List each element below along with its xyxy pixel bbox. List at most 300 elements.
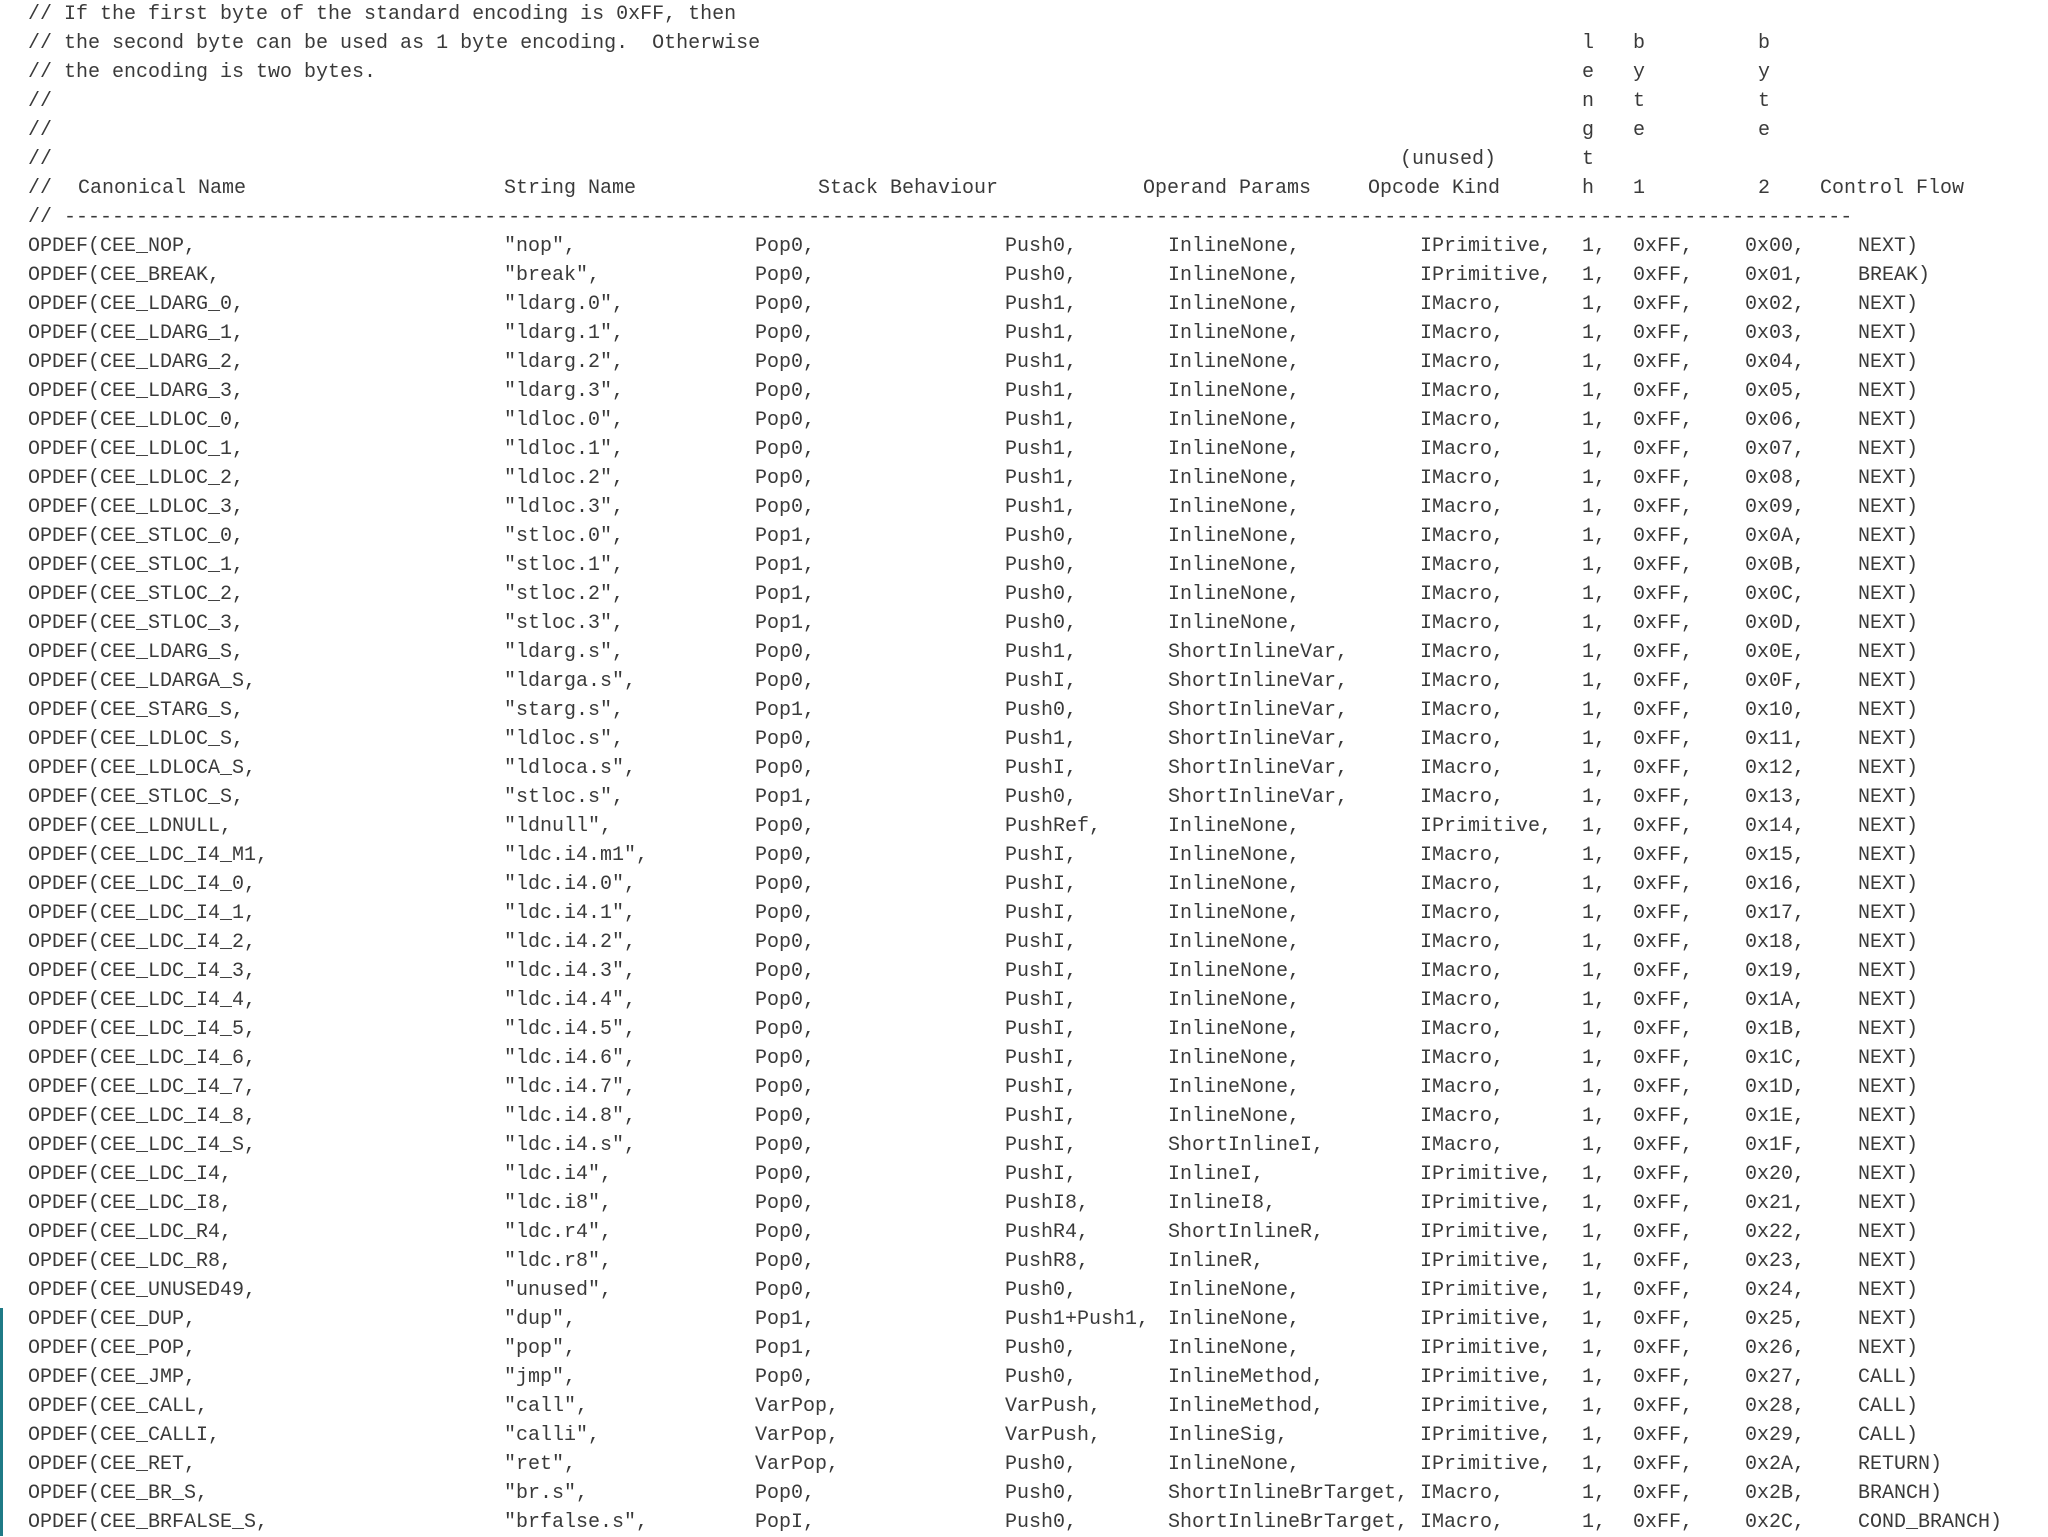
byte1-cell: 0xFF, <box>1633 1076 1694 1099</box>
vertical-gap <box>1758 145 1770 174</box>
byte1-cell: 0xFF, <box>1633 1018 1694 1041</box>
string-name-cell: "ldloc.3", <box>504 496 625 519</box>
opcode-kind-cell: IPrimitive, <box>1420 1250 1553 1273</box>
string-name-cell: "stloc.3", <box>504 612 625 635</box>
opcode-row <box>0 406 2048 435</box>
byte1-cell: 0xFF, <box>1633 467 1694 490</box>
byte2-cell: 0x27, <box>1745 1366 1806 1389</box>
byte1-cell: 0xFF, <box>1633 989 1694 1012</box>
stack-push-cell: PushI, <box>1005 960 1078 983</box>
length-cell: 1, <box>1582 786 1607 809</box>
canonical-name-cell: OPDEF(CEE_LDC_I4_8, <box>28 1105 257 1128</box>
byte1-cell: 0xFF, <box>1633 1337 1694 1360</box>
opcode-kind-cell: IMacro, <box>1420 612 1505 635</box>
opcode-row <box>0 232 2048 261</box>
vertical-char: y <box>1758 61 1771 84</box>
stack-push-cell: Push0, <box>1005 612 1078 635</box>
operand-params-cell: InlineMethod, <box>1168 1366 1325 1389</box>
byte1-cell: 0xFF, <box>1633 1424 1694 1447</box>
stack-push-cell: Push0, <box>1005 235 1078 258</box>
stack-pop-cell: Pop1, <box>755 612 816 635</box>
string-name-cell: "stloc.2", <box>504 583 625 606</box>
byte1-cell: 0xFF, <box>1633 1047 1694 1070</box>
byte1-cell: 0xFF, <box>1633 351 1694 374</box>
stack-push-cell: Push1+Push1, <box>1005 1308 1150 1331</box>
opcode-row <box>0 1392 2048 1421</box>
operand-params-cell: InlineNone, <box>1168 554 1301 577</box>
stack-push-cell: Push0, <box>1005 1482 1078 1505</box>
stack-pop-cell: Pop0, <box>755 1221 816 1244</box>
canonical-name-cell: OPDEF(CEE_STLOC_1, <box>28 554 245 577</box>
stack-push-cell: PushI, <box>1005 757 1078 780</box>
stack-push-cell: PushI, <box>1005 1134 1078 1157</box>
opcode-row <box>0 928 2048 957</box>
byte2-cell: 0x1E, <box>1745 1105 1806 1128</box>
control-flow-cell: NEXT) <box>1858 235 1919 258</box>
comment-text: // If the first byte of the standard encoding is 0xFF, then <box>28 3 737 26</box>
operand-params-cell: InlineNone, <box>1168 293 1301 316</box>
string-name-cell: "ret", <box>504 1453 577 1476</box>
length-cell: 1, <box>1582 1076 1607 1099</box>
opcode-row <box>0 261 2048 290</box>
opcode-kind-cell: IMacro, <box>1420 409 1505 432</box>
stack-pop-cell: VarPop, <box>755 1424 840 1447</box>
operand-params-cell: InlineNone, <box>1168 815 1301 838</box>
opcode-kind-cell: IMacro, <box>1420 844 1505 867</box>
string-name-cell: "brfalse.s", <box>504 1511 649 1534</box>
operand-params-cell: InlineMethod, <box>1168 1395 1325 1418</box>
canonical-name-cell: OPDEF(CEE_LDC_I4_7, <box>28 1076 257 1099</box>
opcode-kind-cell: IMacro, <box>1420 670 1505 693</box>
stack-push-cell: PushRef, <box>1005 815 1102 838</box>
opcode-kind-cell: IMacro, <box>1420 902 1505 925</box>
control-flow-cell: NEXT) <box>1858 1105 1919 1128</box>
length-cell: 1, <box>1582 1105 1607 1128</box>
opcode-kind-cell: IPrimitive, <box>1420 1337 1553 1360</box>
length-cell: 1, <box>1582 931 1607 954</box>
opcode-kind-cell: IPrimitive, <box>1420 1424 1553 1447</box>
vertical-char: t <box>1758 90 1771 113</box>
operand-params-cell: InlineNone, <box>1168 496 1301 519</box>
byte2-cell: 0x29, <box>1745 1424 1806 1447</box>
opcode-row <box>0 1247 2048 1276</box>
length-cell: 1, <box>1582 1221 1607 1244</box>
stack-push-cell: PushI, <box>1005 1163 1078 1186</box>
operand-params-cell: InlineNone, <box>1168 438 1301 461</box>
operand-params-cell: ShortInlineBrTarget, <box>1168 1482 1409 1505</box>
stack-pop-cell: Pop0, <box>755 1018 816 1041</box>
stack-push-cell: Push0, <box>1005 1366 1078 1389</box>
opcode-kind-cell: IMacro, <box>1420 757 1505 780</box>
vertical-char: t <box>1582 148 1595 171</box>
opcode-kind-cell: IMacro, <box>1420 380 1505 403</box>
string-name-cell: "ldc.i8", <box>504 1192 613 1215</box>
byte1-cell: 0xFF, <box>1633 1511 1694 1534</box>
opcode-kind-cell: IPrimitive, <box>1420 1279 1553 1302</box>
control-flow-cell: NEXT) <box>1858 1308 1919 1331</box>
opcode-row <box>0 1189 2048 1218</box>
byte1-cell: 0xFF, <box>1633 612 1694 635</box>
length-cell: 1, <box>1582 670 1607 693</box>
canonical-name-cell: OPDEF(CEE_LDARG_3, <box>28 380 245 403</box>
length-cell: 1, <box>1582 815 1607 838</box>
byte1-cell: 0xFF, <box>1633 525 1694 548</box>
opcode-kind-cell: IMacro, <box>1420 931 1505 954</box>
stack-pop-cell: Pop0, <box>755 844 816 867</box>
length-cell: 1, <box>1582 1308 1607 1331</box>
byte1-cell: 0xFF, <box>1633 1279 1694 1302</box>
canonical-name-cell: OPDEF(CEE_UNUSED49, <box>28 1279 257 1302</box>
stack-pop-cell: Pop1, <box>755 699 816 722</box>
stack-pop-cell: Pop0, <box>755 409 816 432</box>
control-flow-cell: RETURN) <box>1858 1453 1943 1476</box>
byte1-cell: 0xFF, <box>1633 1366 1694 1389</box>
operand-params-cell: ShortInlineVar, <box>1168 670 1349 693</box>
operand-params-cell: InlineNone, <box>1168 525 1301 548</box>
opcode-kind-cell: IPrimitive, <box>1420 1366 1553 1389</box>
operand-params-cell: InlineNone, <box>1168 989 1301 1012</box>
control-flow-cell: NEXT) <box>1858 728 1919 751</box>
opcode-kind-cell: IMacro, <box>1420 438 1505 461</box>
opcode-row <box>0 1131 2048 1160</box>
length-cell: 1, <box>1582 1337 1607 1360</box>
byte2-cell: 0x1C, <box>1745 1047 1806 1070</box>
length-cell: 1, <box>1582 1279 1607 1302</box>
stack-pop-cell: PopI, <box>755 1511 816 1534</box>
byte2-cell: 0x04, <box>1745 351 1806 374</box>
string-name-cell: "ldnull", <box>504 815 613 838</box>
opcode-row <box>0 493 2048 522</box>
control-flow-cell: NEXT) <box>1858 1076 1919 1099</box>
opcode-kind-cell: IPrimitive, <box>1420 1192 1553 1215</box>
length-cell: 1, <box>1582 612 1607 635</box>
opcode-kind-cell: IMacro, <box>1420 351 1505 374</box>
byte2-cell: 0x17, <box>1745 902 1806 925</box>
length-cell: 1, <box>1582 989 1607 1012</box>
opcode-row <box>0 1044 2048 1073</box>
vertical-char: y <box>1633 61 1646 84</box>
stack-pop-cell: Pop0, <box>755 322 816 345</box>
column-header-row <box>0 174 2048 203</box>
control-flow-cell: COND_BRANCH) <box>1858 1511 2003 1534</box>
string-name-cell: "ldc.i4.4", <box>504 989 637 1012</box>
left-accent-bar <box>0 1308 3 1536</box>
byte2-cell: 0x0F, <box>1745 670 1806 693</box>
byte1-cell: 0xFF, <box>1633 1453 1694 1476</box>
operand-params-cell: InlineNone, <box>1168 1105 1301 1128</box>
stack-push-cell: Push0, <box>1005 525 1078 548</box>
stack-pop-cell: Pop0, <box>755 815 816 838</box>
control-flow-cell: NEXT) <box>1858 322 1919 345</box>
stack-pop-cell: Pop0, <box>755 670 816 693</box>
byte2-cell: 0x25, <box>1745 1308 1806 1331</box>
control-flow-cell: NEXT) <box>1858 989 1919 1012</box>
control-flow-cell: NEXT) <box>1858 670 1919 693</box>
control-flow-cell: NEXT) <box>1858 873 1919 896</box>
control-flow-cell: NEXT) <box>1858 1018 1919 1041</box>
string-name-cell: "ldarg.1", <box>504 322 625 345</box>
canonical-name-cell: OPDEF(CEE_STLOC_2, <box>28 583 245 606</box>
byte2-cell: 0x1F, <box>1745 1134 1806 1157</box>
string-name-cell: "dup", <box>504 1308 577 1331</box>
comment-line <box>0 29 2048 58</box>
opcode-row <box>0 1334 2048 1363</box>
length-cell: 1, <box>1582 728 1607 751</box>
byte2-cell: 0x0A, <box>1745 525 1806 548</box>
opcode-row <box>0 435 2048 464</box>
canonical-name-cell: OPDEF(CEE_NOP, <box>28 235 197 258</box>
stack-push-cell: Push1, <box>1005 467 1078 490</box>
operand-params-cell: InlineNone, <box>1168 467 1301 490</box>
opcode-row <box>0 1102 2048 1131</box>
length-cell: 1, <box>1582 380 1607 403</box>
opcode-row <box>0 1479 2048 1508</box>
canonical-name-cell: OPDEF(CEE_LDC_R4, <box>28 1221 233 1244</box>
control-flow-cell: CALL) <box>1858 1395 1919 1418</box>
byte1-cell: 0xFF, <box>1633 873 1694 896</box>
stack-pop-cell: Pop0, <box>755 960 816 983</box>
byte1-cell: 0xFF, <box>1633 1482 1694 1505</box>
length-cell: 1, <box>1582 873 1607 896</box>
opcode-kind-cell: IMacro, <box>1420 293 1505 316</box>
operand-params-cell: ShortInlineVar, <box>1168 757 1349 780</box>
stack-pop-cell: Pop0, <box>755 728 816 751</box>
string-name-cell: "ldc.r8", <box>504 1250 613 1273</box>
byte1-cell: 0xFF, <box>1633 1192 1694 1215</box>
length-cell: 1, <box>1582 960 1607 983</box>
byte1-cell: 0xFF, <box>1633 380 1694 403</box>
byte2-cell: 0x03, <box>1745 322 1806 345</box>
stack-pop-cell: Pop0, <box>755 641 816 664</box>
opcode-row <box>0 812 2048 841</box>
operand-params-cell: InlineR, <box>1168 1250 1265 1273</box>
byte2-cell: 0x22, <box>1745 1221 1806 1244</box>
string-name-cell: "ldc.i4.7", <box>504 1076 637 1099</box>
stack-push-cell: Push1, <box>1005 293 1078 316</box>
vertical-char: h <box>1582 177 1595 200</box>
opcode-kind-cell: IPrimitive, <box>1420 1453 1553 1476</box>
operand-params-cell: InlineNone, <box>1168 612 1301 635</box>
opcode-kind-cell: IPrimitive, <box>1420 264 1553 287</box>
byte1-cell: 0xFF, <box>1633 322 1694 345</box>
opcode-kind-cell: IPrimitive, <box>1420 1221 1553 1244</box>
string-name-cell: "ldc.i4.6", <box>504 1047 637 1070</box>
stack-pop-cell: Pop0, <box>755 438 816 461</box>
opcode-row <box>0 667 2048 696</box>
col-header-stack-behaviour: Stack Behaviour <box>818 177 999 200</box>
control-flow-cell: NEXT) <box>1858 641 1919 664</box>
vertical-char: g <box>1582 119 1595 142</box>
length-cell: 1, <box>1582 1395 1607 1418</box>
byte2-cell: 0x11, <box>1745 728 1806 751</box>
operand-params-cell: InlineNone, <box>1168 409 1301 432</box>
byte2-cell: 0x13, <box>1745 786 1806 809</box>
vertical-char: e <box>1758 119 1771 142</box>
opcode-kind-cell: IMacro, <box>1420 496 1505 519</box>
control-flow-cell: NEXT) <box>1858 699 1919 722</box>
stack-pop-cell: Pop0, <box>755 1134 816 1157</box>
length-cell: 1, <box>1582 1047 1607 1070</box>
byte2-cell: 0x08, <box>1745 467 1806 490</box>
stack-pop-cell: VarPop, <box>755 1395 840 1418</box>
canonical-name-cell: OPDEF(CEE_LDC_I4_0, <box>28 873 257 896</box>
opcode-row <box>0 1218 2048 1247</box>
stack-pop-cell: Pop0, <box>755 1482 816 1505</box>
byte1-cell: 0xFF, <box>1633 554 1694 577</box>
control-flow-cell: NEXT) <box>1858 612 1919 635</box>
canonical-name-cell: OPDEF(CEE_DUP, <box>28 1308 197 1331</box>
control-flow-cell: NEXT) <box>1858 1192 1919 1215</box>
stack-push-cell: PushI, <box>1005 902 1078 925</box>
canonical-name-cell: OPDEF(CEE_BREAK, <box>28 264 221 287</box>
operand-params-cell: InlineNone, <box>1168 1047 1301 1070</box>
comment-line <box>0 116 2048 145</box>
stack-pop-cell: Pop0, <box>755 264 816 287</box>
length-cell: 1, <box>1582 409 1607 432</box>
canonical-name-cell: OPDEF(CEE_LDC_I4_1, <box>28 902 257 925</box>
length-cell: 1, <box>1582 351 1607 374</box>
string-name-cell: "break", <box>504 264 601 287</box>
stack-pop-cell: Pop1, <box>755 525 816 548</box>
canonical-name-cell: OPDEF(CEE_LDLOC_2, <box>28 467 245 490</box>
byte1-cell: 0xFF, <box>1633 844 1694 867</box>
control-flow-cell: NEXT) <box>1858 1163 1919 1186</box>
opcode-kind-cell: IPrimitive, <box>1420 1163 1553 1186</box>
canonical-name-cell: OPDEF(CEE_LDC_I8, <box>28 1192 233 1215</box>
length-cell: 1, <box>1582 641 1607 664</box>
string-name-cell: "ldc.i4.1", <box>504 902 637 925</box>
string-name-cell: "ldloca.s", <box>504 757 637 780</box>
byte1-cell: 0xFF, <box>1633 235 1694 258</box>
control-flow-cell: NEXT) <box>1858 554 1919 577</box>
byte2-cell: 0x07, <box>1745 438 1806 461</box>
byte2-cell: 0x00, <box>1745 235 1806 258</box>
opcode-row <box>0 348 2048 377</box>
comment-text: // <box>28 148 53 171</box>
vertical-char: 2 <box>1758 177 1771 200</box>
opcode-kind-cell: IMacro, <box>1420 873 1505 896</box>
opcode-row <box>0 783 2048 812</box>
operand-params-cell: InlineNone, <box>1168 873 1301 896</box>
opcode-row <box>0 1015 2048 1044</box>
control-flow-cell: NEXT) <box>1858 815 1919 838</box>
byte1-cell: 0xFF, <box>1633 1250 1694 1273</box>
col-header-operand-params: Operand Params <box>1143 177 1312 200</box>
stack-push-cell: PushI, <box>1005 931 1078 954</box>
operand-params-cell: ShortInlineBrTarget, <box>1168 1511 1409 1534</box>
byte2-cell: 0x1B, <box>1745 1018 1806 1041</box>
opcode-row <box>0 696 2048 725</box>
byte1-cell: 0xFF, <box>1633 264 1694 287</box>
stack-push-cell: Push0, <box>1005 554 1078 577</box>
comment-line <box>0 58 2048 87</box>
canonical-name-cell: OPDEF(CEE_LDARG_S, <box>28 641 245 664</box>
opcode-row <box>0 899 2048 928</box>
operand-params-cell: InlineNone, <box>1168 322 1301 345</box>
stack-push-cell: Push1, <box>1005 322 1078 345</box>
stack-pop-cell: Pop0, <box>755 1192 816 1215</box>
stack-push-cell: Push0, <box>1005 1453 1078 1476</box>
stack-push-cell: Push1, <box>1005 641 1078 664</box>
opcode-kind-cell: IMacro, <box>1420 583 1505 606</box>
length-cell: 1, <box>1582 844 1607 867</box>
length-cell: 1, <box>1582 438 1607 461</box>
byte2-cell: 0x0B, <box>1745 554 1806 577</box>
byte2-cell: 0x0E, <box>1745 641 1806 664</box>
vertical-gap <box>1633 145 1645 174</box>
string-name-cell: "ldc.r4", <box>504 1221 613 1244</box>
operand-params-cell: ShortInlineVar, <box>1168 786 1349 809</box>
byte2-cell: 0x10, <box>1745 699 1806 722</box>
canonical-name-cell: OPDEF(CEE_JMP, <box>28 1366 197 1389</box>
control-flow-cell: NEXT) <box>1858 757 1919 780</box>
canonical-name-cell: OPDEF(CEE_LDC_R8, <box>28 1250 233 1273</box>
operand-params-cell: InlineNone, <box>1168 351 1301 374</box>
operand-params-cell: ShortInlineR, <box>1168 1221 1325 1244</box>
operand-params-cell: InlineNone, <box>1168 1308 1301 1331</box>
length-cell: 1, <box>1582 525 1607 548</box>
opcode-kind-cell: IPrimitive, <box>1420 1395 1553 1418</box>
string-name-cell: "ldc.i4.8", <box>504 1105 637 1128</box>
control-flow-cell: NEXT) <box>1858 931 1919 954</box>
canonical-name-cell: OPDEF(CEE_LDNULL, <box>28 815 233 838</box>
stack-pop-cell: Pop0, <box>755 351 816 374</box>
byte1-cell: 0xFF, <box>1633 1163 1694 1186</box>
opcode-row <box>0 522 2048 551</box>
stack-pop-cell: Pop0, <box>755 1250 816 1273</box>
canonical-name-cell: OPDEF(CEE_LDC_I4_5, <box>28 1018 257 1041</box>
length-cell: 1, <box>1582 1192 1607 1215</box>
string-name-cell: "nop", <box>504 235 577 258</box>
stack-pop-cell: Pop0, <box>755 496 816 519</box>
string-name-cell: "pop", <box>504 1337 577 1360</box>
canonical-name-cell: OPDEF(CEE_POP, <box>28 1337 197 1360</box>
string-name-cell: "ldc.i4.5", <box>504 1018 637 1041</box>
byte1-cell: 0xFF, <box>1633 1221 1694 1244</box>
string-name-cell: "ldarg.0", <box>504 293 625 316</box>
length-cell: 1, <box>1582 1018 1607 1041</box>
string-name-cell: "jmp", <box>504 1366 577 1389</box>
byte2-cell: 0x1D, <box>1745 1076 1806 1099</box>
canonical-name-cell: OPDEF(CEE_LDLOCA_S, <box>28 757 257 780</box>
canonical-name-cell: OPDEF(CEE_LDC_I4_6, <box>28 1047 257 1070</box>
byte1-cell: 0xFF, <box>1633 931 1694 954</box>
stack-pop-cell: Pop0, <box>755 1163 816 1186</box>
string-name-cell: "ldc.i4.0", <box>504 873 637 896</box>
stack-pop-cell: Pop1, <box>755 554 816 577</box>
comment-line <box>0 0 2048 29</box>
stack-push-cell: VarPush, <box>1005 1424 1102 1447</box>
stack-pop-cell: Pop1, <box>755 1308 816 1331</box>
stack-push-cell: PushI8, <box>1005 1192 1090 1215</box>
comment-text: // <box>28 119 53 142</box>
col-header-canonical-name: Canonical Name <box>78 177 247 200</box>
operand-params-cell: ShortInlineI, <box>1168 1134 1325 1157</box>
byte2-cell: 0x28, <box>1745 1395 1806 1418</box>
control-flow-cell: NEXT) <box>1858 1337 1919 1360</box>
stack-push-cell: PushI, <box>1005 670 1078 693</box>
canonical-name-cell: OPDEF(CEE_LDARG_2, <box>28 351 245 374</box>
opcode-row <box>0 1276 2048 1305</box>
canonical-name-cell: OPDEF(CEE_STLOC_0, <box>28 525 245 548</box>
canonical-name-cell: OPDEF(CEE_LDC_I4_3, <box>28 960 257 983</box>
canonical-name-cell: OPDEF(CEE_LDLOC_S, <box>28 728 245 751</box>
byte1-cell: 0xFF, <box>1633 902 1694 925</box>
operand-params-cell: InlineI8, <box>1168 1192 1277 1215</box>
stack-push-cell: PushI, <box>1005 1018 1078 1041</box>
stack-pop-cell: Pop0, <box>755 1047 816 1070</box>
operand-params-cell: InlineNone, <box>1168 1453 1301 1476</box>
